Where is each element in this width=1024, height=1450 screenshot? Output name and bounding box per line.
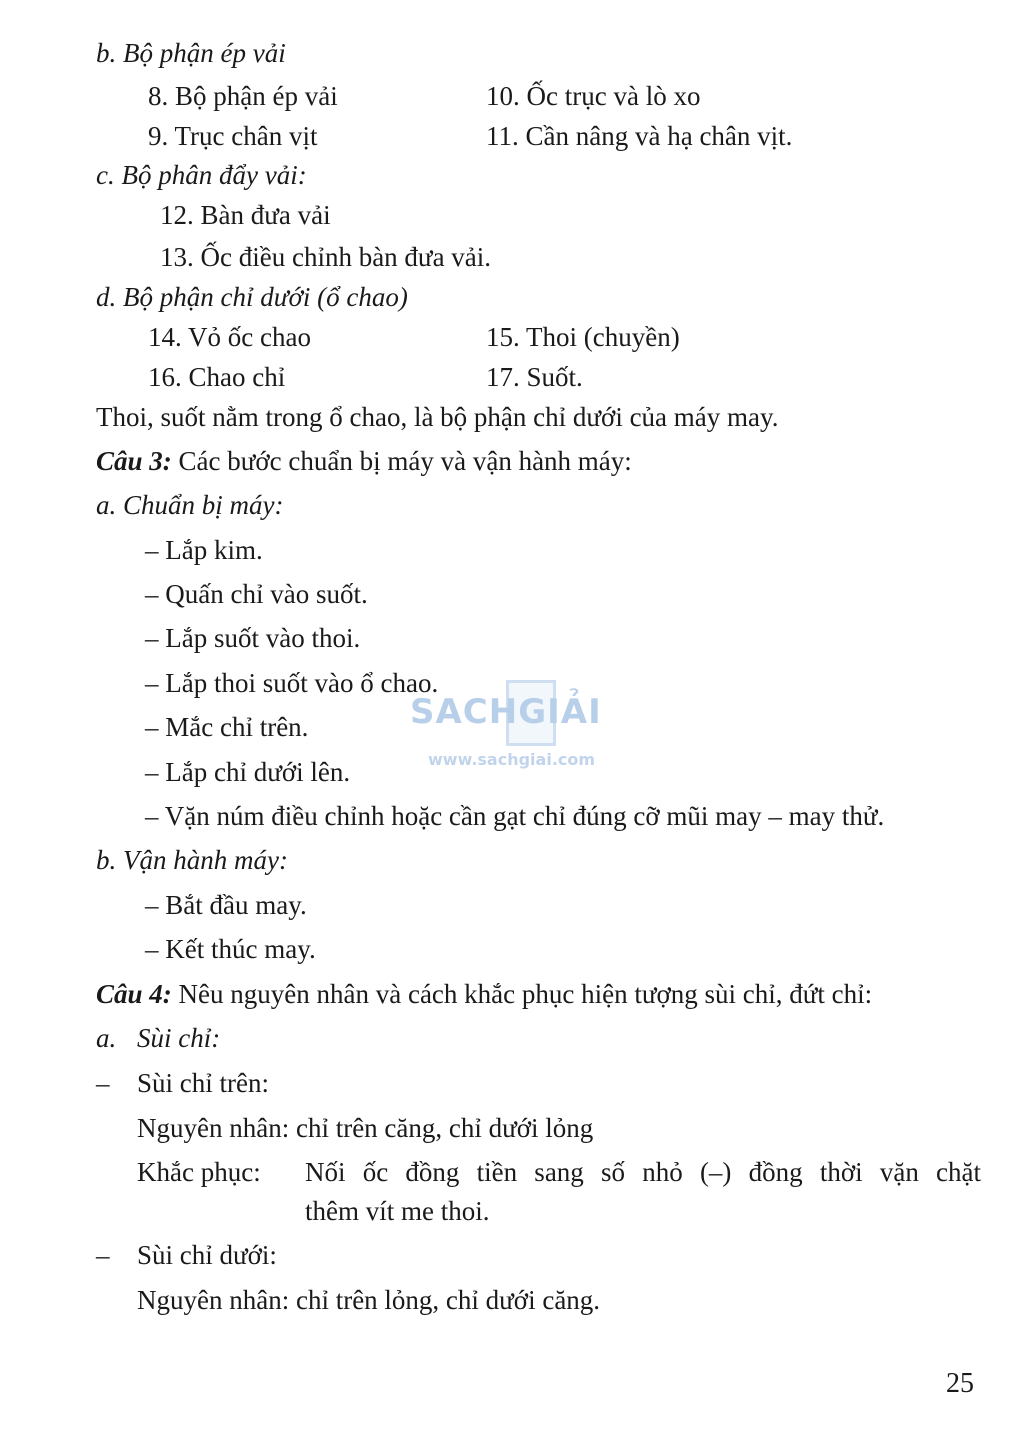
- step-item: – Kết thúc may.: [145, 934, 316, 964]
- cause-line: Nguyên nhân: chỉ trên căng, chỉ dưới lỏng: [137, 1113, 594, 1143]
- list-item: 9. Trục chân vịt: [148, 121, 318, 151]
- list-item: 10. Ốc trục và lò xo: [486, 81, 701, 111]
- watermark-url: www.sachgiai.com: [428, 750, 596, 769]
- question-3-text: Các bước chuẩn bị máy và vận hành máy:: [178, 446, 632, 476]
- q4-a-title: Sùi chỉ:: [137, 1023, 221, 1053]
- list-item: 13. Ốc điều chỉnh bàn đưa vải.: [160, 242, 492, 272]
- step-item: – Lắp kim.: [145, 535, 263, 565]
- q3-b-title: b. Vận hành máy:: [96, 845, 288, 875]
- list-item: 17. Suốt.: [486, 362, 583, 392]
- step-item: – Lắp chỉ dưới lên.: [145, 757, 351, 787]
- list-item: 14. Vỏ ốc chao: [148, 322, 311, 352]
- question-4: [96, 977, 872, 1011]
- step-item: – Quấn chỉ vào suốt.: [145, 579, 368, 609]
- sui-chi-duoi-title: Sùi chỉ dưới:: [137, 1240, 277, 1270]
- step-item: – Mắc chỉ trên.: [145, 712, 309, 742]
- step-item: – Vặn núm điều chỉnh hoặc cần gạt chỉ đúng cỡ mũi may – may thử.: [145, 801, 885, 831]
- list-item: 11. Cần nâng và hạ chân vịt.: [486, 121, 793, 151]
- step-item: – Bắt đầu may.: [145, 890, 307, 920]
- question-3-label: Câu 3:: [96, 446, 172, 476]
- section-d-title: d. Bộ phận chỉ dưới (ổ chao): [96, 282, 408, 312]
- step-item: – Lắp thoi suốt vào ổ chao.: [145, 668, 439, 698]
- question-4-text: Nêu nguyên nhân và cách khắc phục hiện tượng sùi chỉ, đứt chỉ:: [178, 979, 873, 1009]
- fix-line-1: Nối ốc đồng tiền sang số nhỏ (–) đồng thời vặn chặt: [305, 1157, 981, 1187]
- q4-a-prefix: a.: [96, 1023, 117, 1053]
- cause-line: Nguyên nhân: chỉ trên lỏng, chỉ dưới căng.: [137, 1285, 601, 1315]
- dash-marker: –: [96, 1240, 110, 1270]
- fix-line-2: thêm vít me thoi.: [305, 1196, 490, 1226]
- watermark: [410, 678, 620, 778]
- list-item: 12. Bàn đưa vải: [160, 200, 331, 230]
- dash-marker: –: [96, 1068, 110, 1098]
- section-b-title: b. Bộ phận ép vải: [96, 38, 286, 68]
- section-c-title: c. Bộ phân đẩy vải:: [96, 160, 307, 190]
- note-paragraph: Thoi, suốt nằm trong ổ chao, là bộ phận chỉ dưới của máy may.: [96, 402, 779, 432]
- question-3: [96, 444, 632, 478]
- question-4-label: Câu 4:: [96, 979, 172, 1009]
- page-number: 25: [946, 1368, 974, 1399]
- sui-chi-tren-title: Sùi chỉ trên:: [137, 1068, 269, 1098]
- watermark-logo-text: SACHGIẢI: [410, 692, 602, 732]
- step-item: – Lắp suốt vào thoi.: [145, 623, 361, 653]
- list-item: 8. Bộ phận ép vải: [148, 81, 338, 111]
- q3-a-title: a. Chuẩn bị máy:: [96, 490, 284, 520]
- fix-label: Khắc phục:: [137, 1157, 261, 1187]
- list-item: 15. Thoi (chuyền): [486, 322, 680, 352]
- list-item: 16. Chao chỉ: [148, 362, 286, 392]
